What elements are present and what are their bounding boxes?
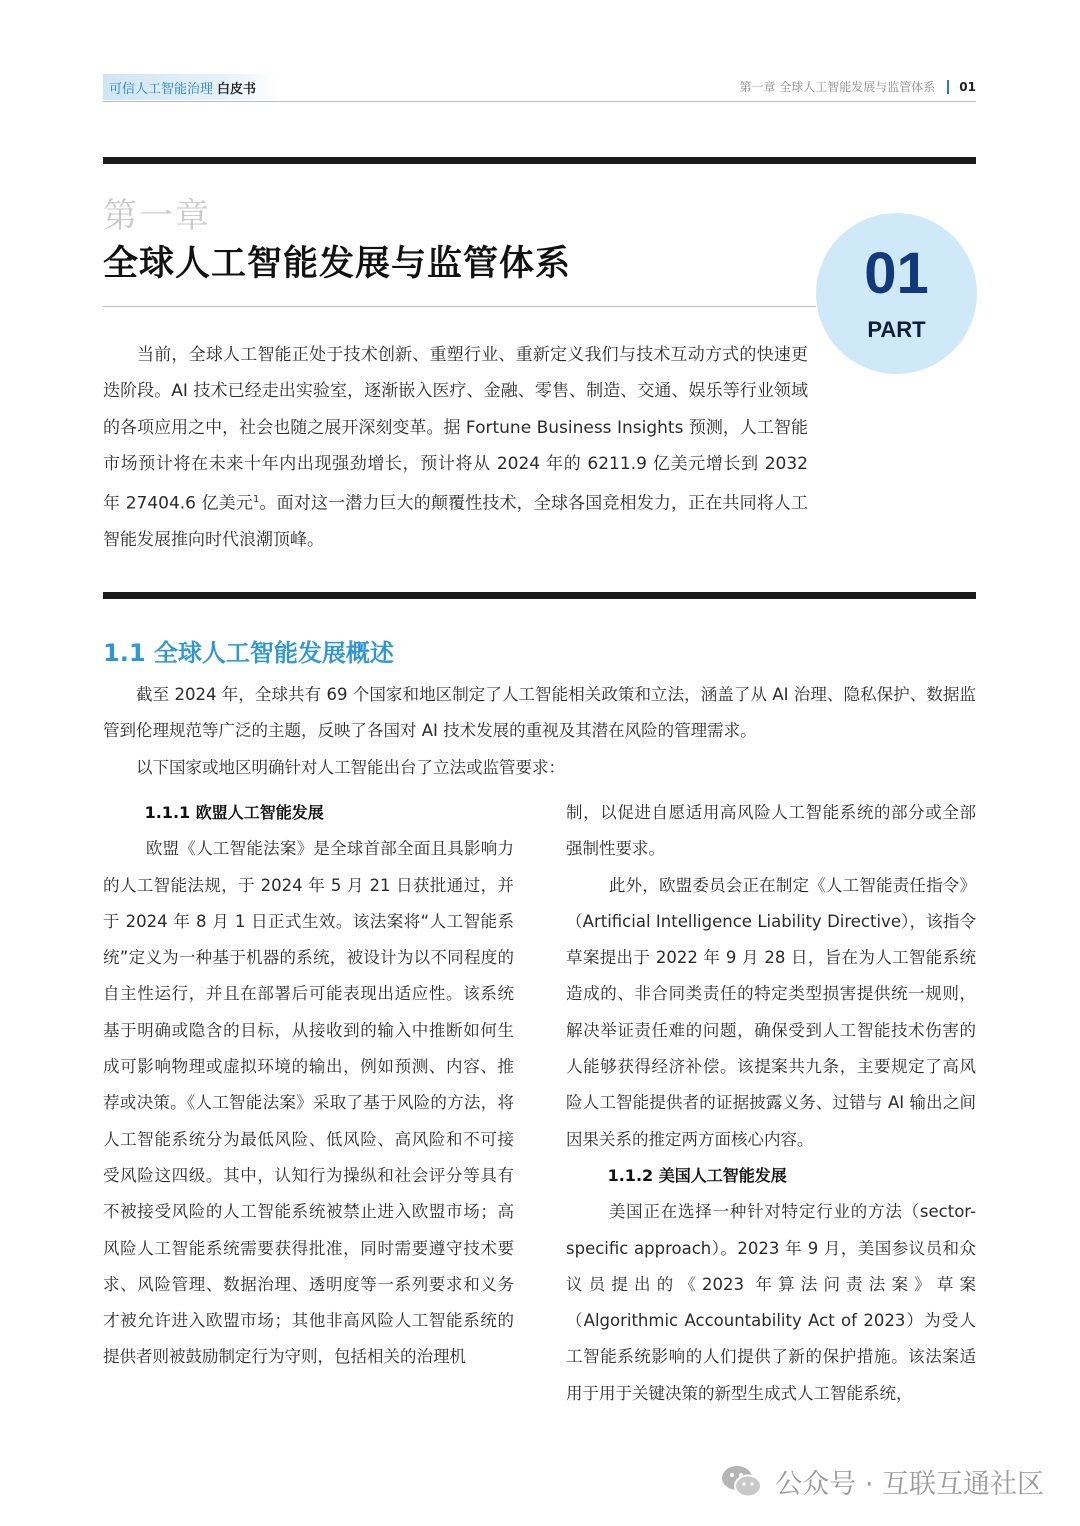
header-brand <box>103 74 278 100</box>
eu-body: 欧盟《人工智能法案》是全球首部全面且具影响力的人工智能法规，于 2024 年 5 月 21 日获批通过，并于 2024 年 8 月 1 日正式生效。该法案将“人工智能系统”定义为一种基于机器的系统，被设计为以不同程度的自主性运行，并且在部署后可能表现出适应性。该系统基于明确或隐含的目标，从接收到的输入中推断如何生成可影响物理或虚拟环境的输出，例如预测、内容、推荐或决策。《人工智能法案》采取了基于风险的方法，将人工智能系统分为最低风险、低风险、高风险和不可接受风险这四级。其中，认知行为操纵和社会评分等具有不被接受风险的人工智能系统被禁止进入欧盟市场；高风险人工智能系统需要获得批准，同时需要遵守技术要求、风险管理、数据治理、透明度等一系列要求和义务才被允许进入欧盟市场；其他非高风险人工智能系统的提供者则被鼓励制定行为守则，包括相关的治理机 <box>103 839 514 1367</box>
watermark-text: 公众号 · 互联互通社区 <box>775 1469 1044 1500</box>
header-chapter-text: 第一章 全球人工智能发展与监管体系 <box>739 80 936 94</box>
part-word: PART <box>867 317 926 342</box>
eu-liability-para: 此外，欧盟委员会正在制定《人工智能责任指令》（Artificial Intelligence Liability Directive），该指令草案提出于 2022 年 9 月 28 日，旨在为人工智能系统造成的、非合同类责任的特定类型损害提供统一规则，解决举证责任难的问题，确保受到人工智能技术伤害的人能够获得经济补偿。该提案共九条，主要规定了高风险人工智能提供者的证据披露义务、过错与 AI 输出之间因果关系的推定两方面核心内容。 <box>566 875 976 1149</box>
watermark <box>721 1462 1044 1501</box>
subhead-us: 1.1.2 美国人工智能发展 <box>607 1165 787 1185</box>
right-column <box>566 795 976 1412</box>
us-body: 美国正在选择一种针对特定行业的方法（sector-specific approach）。2023 年 9 月，美国参议员和众议员提出的《2023 年算法问责法案》草案（Algorithmic Accountability Act of 2023）为受人工智能系统影响的人们提供了新的保护措施。该法案适用于用于关键决策的新型生成式人工智能系统， <box>566 1202 976 1403</box>
intro-paragraph <box>103 337 808 558</box>
section-para-2: 以下国家或地区明确针对人工智能出台了立法或监管要求： <box>136 757 565 777</box>
intro-text-2: 。面对这一潜力巨大的颠覆性技术，全球各国竞相发力，正在共同将人工智能发展推向时代浪潮顶峰。 <box>103 493 809 551</box>
section-top-rule <box>103 592 976 599</box>
chapter-label: 第一章 <box>103 196 211 236</box>
header-page-number: 01 <box>959 79 976 94</box>
footnote-mark: 1 <box>252 494 260 506</box>
chapter-title: 全球人工智能发展与监管体系 <box>103 244 572 284</box>
header-brand-name: 可信人工智能治理 <box>109 81 214 97</box>
wechat-icon <box>721 1464 763 1500</box>
left-column <box>103 795 514 1376</box>
eu-continuation: 制，以促进自愿适用高风险人工智能系统的部分或全部强制性要求。 <box>566 803 976 859</box>
section-para-1: 截至 2024 年，全球共有 69 个国家和地区制定了人工智能相关政策和立法，涵盖了从 AI 治理、隐私保护、数据监管到伦理规范等广泛的主题，反映了各国对 AI 技术发展的重视及其潜在风险的管理需求。 <box>103 685 976 741</box>
section-title: 1.1 全球人工智能发展概述 <box>103 639 394 667</box>
header-doc-type: 白皮书 <box>217 81 257 97</box>
intro-text-1: 当前，全球人工智能正处于技术创新、重塑行业、重新定义我们与技术互动方式的快速更迭阶段。AI 技术已经走出实验室，逐渐嵌入医疗、金融、零售、制造、交通、娱乐等行业领域的各项应用之中，社会也随之展开深刻变革。据 Fortune Business Insights 预测，人工智能市场预计将在未来十年内出现强劲增长，预计将从 2024 年的 6211.9 亿美元增长到 2032 年 27404.6 亿美元 <box>103 345 808 514</box>
chapter-top-rule <box>103 157 976 164</box>
header-chapter-ref <box>739 78 976 95</box>
section-body <box>103 677 976 786</box>
part-number: 01 <box>864 241 929 306</box>
subhead-eu: 1.1.1 欧盟人工智能发展 <box>144 803 324 822</box>
part-badge <box>816 213 977 374</box>
header-rule <box>103 101 976 102</box>
chapter-title-rule <box>103 306 816 307</box>
header-divider <box>947 80 949 94</box>
